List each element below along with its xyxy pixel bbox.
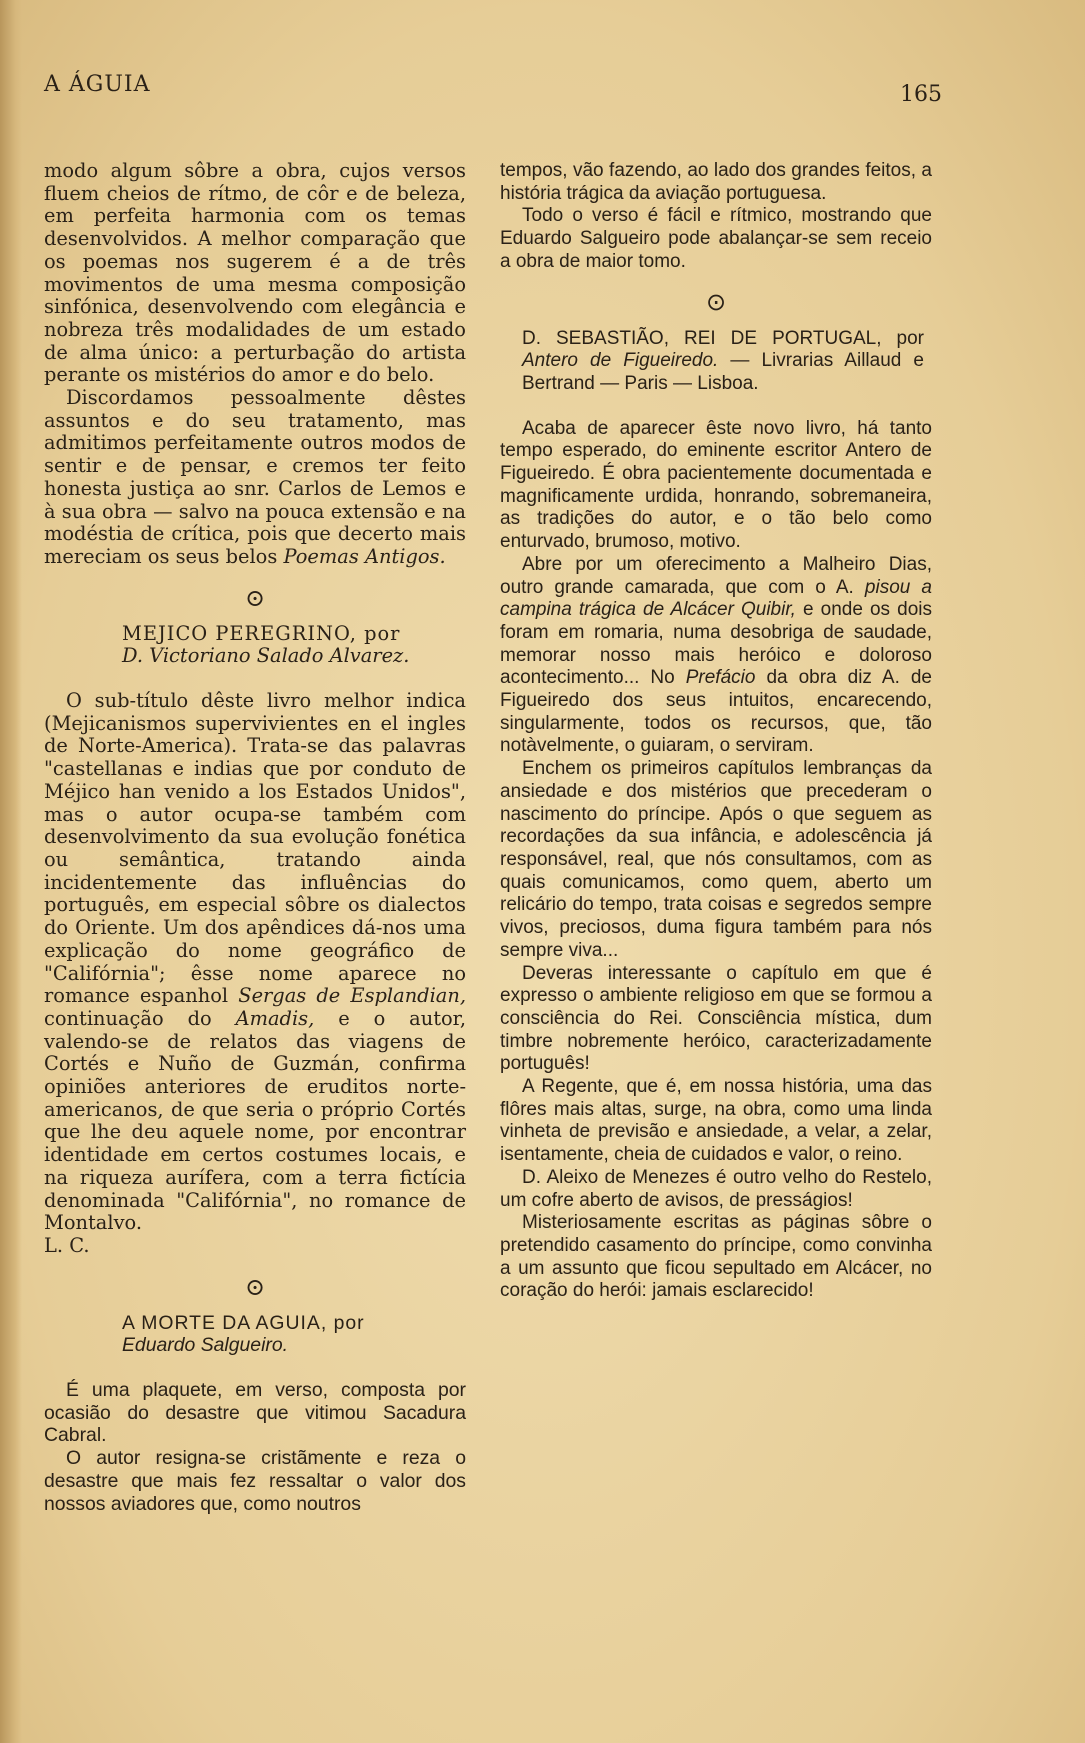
page-edge-shadow: [0, 0, 22, 1743]
paragraph: Deveras interessante o capítulo em que é expresso o ambiente religioso em que se formou a consciência do Rei. Consciência mística, dum timbre nobremente heróico, caracterizadamente português!: [500, 962, 932, 1075]
paragraph: Misteriosamente escritas as páginas sôbre o pretendido casamento do príncipe, como convinha a um assunto que ficou sepultado em Alcácer, no coração do herói: jamais esclarecido!: [500, 1212, 932, 1302]
page-number: 165: [900, 82, 942, 107]
paragraph: Enchem os primeiros capítulos lembranças da ansiedade e dos mistérios que precederam o nascimento do príncipe. Após o que seguem as recordações da sua infância, e adolescência já responsável, real, que nós consultamos, com as quais comunicamos, como quem, aberto um relicário do tempo, trata coisas e segredos sempre vivos, preciosos, duma figura também para nós sempre viva...: [500, 758, 932, 961]
review-author: Antero de Figueiredo.: [522, 350, 719, 372]
signature: L. C.: [44, 1233, 90, 1257]
review-author: Eduardo Salgueiro.: [122, 1334, 289, 1357]
left-column: [44, 160, 466, 1515]
paragraph: O sub-título dêste livro melhor indica (Mejicanismos supervivientes en el ingles de Norte-America). Trata-se das palavras "castellanas e indias que por conduto de Méjico han venido a los Estados Unidos", mas o autor ocupa-se também com desenvolvimento da sua evolução fonética ou semântica, tratando ainda incidentemente das influências do português, em especial sôbre os dialectos do Oriente. Um dos apêndices dá-nos uma explicação do nome geográfico de "Califórnia"; êsse nome aparece no romance espanhol Sergas de Esplandian, continuação do Amadis, e o autor, valendo-se de relatos das viagens de Cortés e Nuño de Guzmán, confirma opiniões anteriores de eruditos norte-americanos, de que seria o próprio Cortés que lhe deu aquele nome, por encontrar identidade em certos costumes locais, e na riqueza aurífera, com a terra fictícia denominada "Califórnia", no romance de Montalvo.: [44, 689, 467, 1235]
paragraph: A Regente, que é, em nossa história, uma das flôres mais altas, surge, na obra, como uma linda vinheta de previsão e ansiedade, a velar, a zelar, isentamente, cheia de cuidados e valor, o reino.: [500, 1076, 932, 1166]
section-mark: ⊙: [244, 583, 266, 612]
paragraph: O autor resigna-se cristãmente e reza o desastre que mais fez ressaltar o valor dos nossos aviadores que, como noutros: [44, 1447, 466, 1515]
paragraph: tempos, vão fazendo, ao lado dos grandes feitos, a história trágica da aviação portuguesa.: [500, 160, 932, 204]
section-mark: ⊙: [244, 1272, 266, 1301]
review-heading: [44, 1312, 466, 1357]
review-heading: [500, 328, 932, 396]
paragraph: Acaba de aparecer êste novo livro, há tanto tempo esperado, do eminente escritor Antero de Figueiredo. É obra pacientemente documentada e magnificamente urdida, honrando, sobremaneira, as tradições do autor, e o tão belo como enturvado, brumoso, motivo.: [500, 417, 932, 553]
paragraph: É uma plaquete, em verso, composta por ocasião do desastre que vitimou Sacadura Cabral.: [44, 1379, 466, 1447]
review-publisher: — Livrarias Aillaud e Bertrand — Paris — Lisboa.: [522, 350, 924, 394]
review-title: MEJICO PEREGRINO, por: [122, 621, 401, 645]
paragraph: Discordamos pessoalmente dêstes assuntos e do seu tratamento, mas admitimos perfeitamente outros modos de sentir e de pensar, e cremos ter feito honesta justiça ao snr. Carlos de Lemos e à sua obra — salvo na pouca extensão e na modéstia de crítica, pois que decerto mais mereciam os seus belos Poemas Antigos.: [44, 386, 466, 568]
paragraph: D. Aleixo de Menezes é outro velho do Restelo, um cofre aberto de avisos, de presságios!: [500, 1166, 932, 1211]
paragraph: Todo o verso é fácil e rítmico, mostrando que Eduardo Salgueiro pode abalançar-se sem receio a obra de maior tomo.: [500, 205, 932, 272]
paragraph: Abre por um oferecimento a Malheiro Dias, outro grande camarada, que com o A. pisou a campina trágica de Alcácer Quibir, e onde os dois foram em romaria, numa desobriga de saudade, memorar nosso mais heróico e doloroso acontecimento... No Prefácio da obra diz A. de Figueiredo dos seus intuitos, encarecendo, singularmente, todos os recursos, que, tão notàvelmente, o guiaram, o serviram.: [500, 553, 933, 757]
review-title: A MORTE DA AGUIA, por: [122, 1311, 365, 1334]
right-column: [500, 160, 932, 1303]
review-title: D. SEBASTIÃO, REI DE PORTUGAL, por: [522, 327, 924, 349]
review-heading: [44, 623, 466, 668]
section-mark: ⊙: [705, 288, 727, 316]
paragraph: modo algum sôbre a obra, cujos versos fluem cheios de rítmo, de côr e de beleza, em perfeita harmonia com os temas desenvolvidos. A melhor comparação que os poemas nos sugerem é a de três movimentos de uma mesma composição sinfónica, desenvolvendo com elegância e nobreza três modalidades de um estado de alma único: a perturbação do artista perante os mistérios do amor e do belo.: [44, 159, 466, 387]
running-head: A ÁGUIA: [44, 72, 151, 97]
review-author: D. Victoriano Salado Alvarez.: [122, 644, 410, 668]
